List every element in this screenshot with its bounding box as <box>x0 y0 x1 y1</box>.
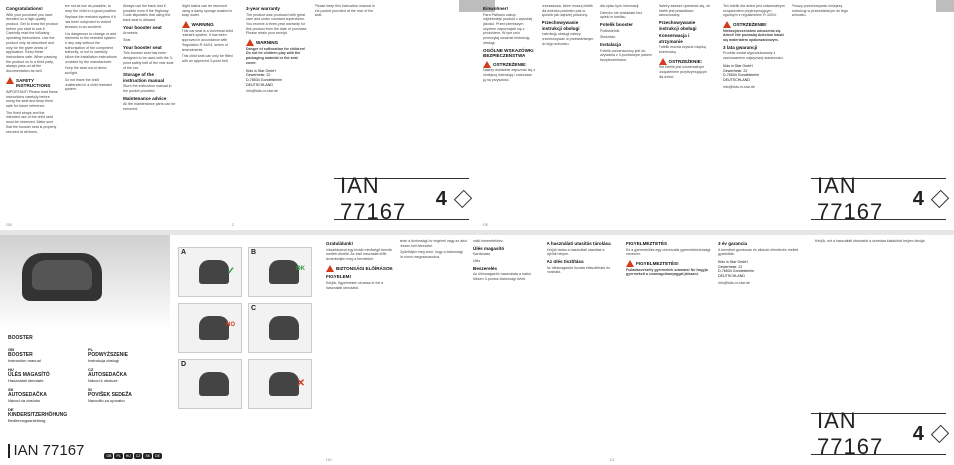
warning-icon <box>326 265 334 272</box>
page-hu-2 <box>620 235 954 465</box>
seat-drawing <box>269 260 299 284</box>
paragraph: Kérjük tartsa a használati utasítást a kijelölt helyen. <box>546 247 605 257</box>
heading: Konserwacja i utrzymanie <box>658 33 690 44</box>
paragraph: This car seat is a Universal child restraint system. It has been approved in accordance with Regulation R 44/04, series of amendments. <box>181 28 234 52</box>
text-column <box>815 239 945 244</box>
lang-code: CZ <box>88 367 94 372</box>
lang-title: AUTOSEDAČKA <box>88 372 127 378</box>
cube-icon <box>931 425 950 444</box>
heading: WARNING <box>191 22 214 28</box>
page-number: 2 <box>231 222 234 227</box>
warning-icon <box>182 21 190 28</box>
heading: Your booster seat <box>123 44 162 50</box>
warning-block <box>326 264 394 273</box>
heading: Instalacja <box>600 42 621 48</box>
heading: OGÓLNE WSKAZÓWKI BEZPIECZEŃSTWA <box>483 47 534 59</box>
seat-drawing <box>199 316 229 340</box>
heading: FIGYELEM! <box>326 274 352 280</box>
paragraph: Please keep this instruction manual in the pocket provided at the rear of the seat. <box>314 4 375 18</box>
lang-code: SI <box>88 387 92 392</box>
lang-title: AUTOSEDAČKA <box>8 392 47 398</box>
seat-drawing <box>269 316 299 340</box>
warning-block <box>659 57 712 66</box>
paragraph: This child seat can only be fitted with an approved 3-point belt. <box>181 54 233 63</box>
heading: Ülés magasító <box>473 245 505 251</box>
page-count: 4 <box>435 187 447 210</box>
lang-title: ÜLÉS MAGASÍTÓ <box>8 372 50 378</box>
warning-icon <box>246 39 254 46</box>
paragraph: dla opisu tych informacji. <box>600 4 640 8</box>
heading: Az ülés tisztítása <box>546 259 584 264</box>
lang-code: SK <box>8 387 14 392</box>
figure-grid <box>178 247 312 409</box>
lang-code: GB <box>8 347 14 352</box>
paragraph: Niebezpieczeństwo uduszenia się dzieci! Nie pozwalaj dzieciom bawić się materiałem opakowaniowym. <box>723 28 785 43</box>
paragraph: Dziecko nie zostawiać bez opieki w foteliku. <box>600 10 643 20</box>
text-column <box>600 4 653 212</box>
text-column <box>400 239 468 447</box>
paragraph: Fotelik można czyścić miękką ściereczką. <box>658 45 706 55</box>
text-column <box>718 239 804 447</box>
paragraph: valló ismeretekhez. <box>473 239 504 243</box>
check-icon: ✓ <box>226 266 235 277</box>
paragraph: Produkt został wyprodukowany z zachowaniem najwyższej staranności. <box>723 51 784 61</box>
heading: FIGYELMEZTETÉS <box>626 241 668 246</box>
paragraph: Kérjük, figyelmesen olvassa el ezt a használati útmutatót. <box>326 280 384 290</box>
paragraph: IMPORTANT! Please read these instructions carefully before using the seat and keep them safe for future reference. <box>6 89 58 109</box>
lang-title: POVIŠEK SEDEŽA <box>88 392 132 398</box>
lang-subtitle: Használati útmutató <box>8 378 44 383</box>
heading: OSTRZEŻENIE: <box>668 58 703 64</box>
lang-entry <box>88 367 163 383</box>
seat-drawing <box>199 260 229 284</box>
lang-code: DE <box>8 407 14 412</box>
figure-e <box>248 359 312 409</box>
lang-entry <box>88 387 163 403</box>
paragraph: Armrests <box>123 31 138 36</box>
warning-block <box>6 76 59 90</box>
heading: A használati utasítás tárolása <box>546 241 611 246</box>
language-badges <box>104 453 162 459</box>
paragraph: Győződjön meg arról, hogy a biztonsági öv nincs megcsavarodva. <box>399 250 463 260</box>
lang-subtitle: Návod k obsluze <box>88 378 118 383</box>
text-column <box>473 239 541 447</box>
ian-label <box>811 408 946 459</box>
lang-badge: DE <box>155 454 160 458</box>
paragraph: Instrukcję obsługi należy przechowywać w przewidzianym do tego schowku. <box>541 32 594 46</box>
lang-title: BOOSTER <box>8 352 33 358</box>
heading: Przechowywanie instrukcji obsługi <box>658 20 697 31</box>
cross-icon: ✕ <box>296 378 305 389</box>
text-column <box>547 239 615 447</box>
lang-subtitle: Návod na obsluhu <box>8 398 41 403</box>
paragraph: Do not leave the child unattended in a child restraint system. <box>64 77 112 92</box>
lang-badge: PL <box>116 454 121 458</box>
text-column <box>542 4 595 212</box>
seat-drawing <box>269 372 299 396</box>
warning-icon <box>659 58 667 65</box>
paragraph: Ten fotelik jest uniwersalnym urządzeniem przytrzymującym dla dzieci. <box>658 65 708 79</box>
ian-number: IAN 77167 <box>13 442 85 459</box>
figure-label: C <box>251 305 257 312</box>
cover-page <box>0 235 170 465</box>
paragraph: Ten fotelik dla dzieci jest uniwersalnym urządzeniem przytrzymującym zgodnym z regulaminem R 44/04. <box>723 4 785 18</box>
figure-label: A <box>181 249 187 256</box>
paragraph: Replace the restraint system if it has been subjected to violent stresses in an accident. <box>64 15 116 29</box>
figure-c <box>248 303 312 353</box>
warning-icon <box>723 21 731 28</box>
lang-entry <box>8 407 83 423</box>
ok-label: OK <box>296 266 305 272</box>
lang-subtitle: Instruction manual <box>8 358 41 363</box>
manufacturer-address: Kids in Star GmbH Gewerbestr. 22 D-76534 Gondelsheim DEUTSCHLAND <box>723 63 759 82</box>
manufacturer-address: Kids in Star GmbH Gewerbestr. 22 D-76534 Gondelsheim DEUTSCHLAND <box>246 68 282 87</box>
paragraph: All the maintenance parts can be removed. <box>123 102 176 112</box>
heading: 3-year warranty <box>246 6 280 11</box>
paragraph: It is dangerous to change or add elements to the restraint system in any way without the authorisation of the competent authority, or not to carefully follow the installation instructions provided by the manufacturer. <box>64 31 117 64</box>
text-column <box>659 4 712 212</box>
heading: FIGYELMEZTETÉS! <box>636 261 679 266</box>
email: info@kids-in-star.de <box>723 84 755 89</box>
page-count: 4 <box>912 187 924 210</box>
heading: Congratulations! <box>6 6 43 11</box>
cover-title-block <box>8 335 33 341</box>
heading: SAFETY INSTRUCTIONS <box>16 77 51 89</box>
heading: Fotelik booster <box>600 22 633 28</box>
top-spread <box>0 0 954 230</box>
text-column <box>65 4 118 212</box>
cube-icon <box>454 190 473 209</box>
figure-label: B <box>251 249 257 256</box>
ian-number: IAN 77167 <box>817 408 884 459</box>
paragraph: Podłokietnik <box>600 28 620 33</box>
paragraph: Ülés <box>473 259 481 263</box>
heading: WARNING <box>256 40 279 46</box>
warning-icon <box>626 260 634 267</box>
booster-seat-cushion <box>32 260 92 290</box>
paragraph: Proszę przechowywać niniejszą instrukcję w przewidzianym do tego schowku. <box>791 4 849 18</box>
paragraph: amin a biztonsági öv végénél vagy az alsó részen kell átvezetni. <box>399 239 467 248</box>
ian-bar <box>8 444 10 458</box>
lang-title: KINDERSITZERHÖHUNG <box>8 412 68 418</box>
no-label: NO <box>226 322 235 328</box>
corner-tab <box>936 0 954 12</box>
lang-subtitle: Bedienungsanleitung <box>8 418 46 423</box>
paragraph: Seat <box>123 38 131 43</box>
paragraph: Night stains can be removed using a damp sponge soaked in soap water. <box>181 4 233 18</box>
paragraph: The fixed straps and the intended use of the child seat must be observed. Make sure that the booster seat is properly secured at all times. <box>6 110 57 134</box>
figure-d <box>178 359 242 409</box>
paragraph: Az ülésmagasító huzata eltávolítható és mosható. <box>546 265 611 275</box>
warning-icon <box>6 77 14 84</box>
lang-entry <box>8 347 83 363</box>
page-count: 4 <box>912 422 924 445</box>
paragraph: are not as low as possible, to keep the child in a good position. <box>64 4 117 13</box>
cube-icon <box>931 190 950 209</box>
paragraph: Vásárlásával egy kiváló minőségű termék mellett döntött. Az első használat előtt ismerkedjen meg a termékkel. <box>326 247 393 261</box>
figure-label: D <box>181 361 187 368</box>
lang-entry <box>88 347 163 363</box>
lang-badge: SK <box>145 454 151 458</box>
paragraph: Kérjük, ezt a használati útmutatót a számára kialakított helyen tárolja. <box>815 239 926 243</box>
heading: Beszerelés <box>473 265 498 271</box>
paragraph: Fotelik przeznaczony jest do używania z 3-punktowym pasem bezpieczeństwa. <box>600 48 652 63</box>
paragraph: Keep the seat out of direct sunlight. <box>64 66 107 76</box>
page-number: HU <box>326 457 332 462</box>
ian-number: IAN 77167 <box>817 173 884 224</box>
paragraph: Az ülésmagasító használata a hátsó ülésen 3-pontos biztonsági övvel. <box>473 272 531 281</box>
heading: OSTRZEŻENIE! <box>733 22 767 28</box>
lang-code: HU <box>8 367 14 372</box>
page-pl-2 <box>717 0 954 230</box>
figure-no <box>178 303 242 353</box>
paragraph: Kartámasz <box>473 252 491 257</box>
email: info@kids-in-star.de <box>718 280 750 285</box>
paragraph: Store the instruction manual in the pocket provided. <box>123 84 172 94</box>
bottom-spread <box>0 235 954 465</box>
figures-page <box>170 235 320 465</box>
paragraph: Należy dokładnie zapoznać się z niniejszą instrukcją i zachować ją na przyszłość. <box>483 68 536 82</box>
lang-subtitle: Navodilo za uporabo <box>88 398 125 403</box>
page-pl-1 <box>477 0 717 230</box>
product-title: BOOSTER <box>8 335 33 341</box>
heading: Gratulálunk! <box>326 241 354 246</box>
warning-block <box>626 259 712 268</box>
page-number: 13 <box>609 457 614 462</box>
ian-label <box>334 173 469 224</box>
paragraph: Należy zawsze upewniać się, że fotelik jest prawidłowo zamocowany. <box>658 4 711 18</box>
seat-drawing <box>199 372 229 396</box>
warning-block <box>483 60 536 69</box>
paragraph: Para Pathano zakup najhebniejsi produkt z wysokiej jakości. Przed pierwszym użyciem zapoznajcie się z produktem. W tym celu przeczytaj uważnie instrukcję obsługi. <box>483 12 533 45</box>
figure-a <box>178 247 242 297</box>
warning-block <box>246 38 309 47</box>
email: info@kids-in-star.de <box>246 89 278 94</box>
paragraph: przesadowa, które muszą fotelik dla dziecka powinien pas w sposób jak najniżej położony. <box>541 4 593 18</box>
ian-label <box>811 173 946 224</box>
warning-block <box>723 20 786 29</box>
paragraph: This booster seat has been designed to be used with the 3-point safety belt of the rear seat of the car. <box>123 51 174 70</box>
heading: 3 lata gwarancji <box>723 44 758 50</box>
text-column <box>246 4 309 212</box>
lang-title: PODWYŻSZENIE <box>88 352 129 358</box>
heading: Przechowywanie instrukcji obsługi <box>541 20 580 31</box>
heading: OSTRZEŻENIE: <box>493 61 527 67</box>
paragraph: A terméket gondosan és állandó ellenőrzés mellett gyártották. <box>718 247 799 257</box>
lang-badge: GB <box>106 454 112 458</box>
paragraph: With your purchase you have decided on a high-quality product. Get to know the product before you start to use it. Carefully read the following operating instructions. Use the product only as described and only for the given areas of application. Keep these instructions safe. When passing the product on to a third party, always pass on all the documentation as well. <box>6 12 59 74</box>
text-column <box>123 4 176 212</box>
paragraph: Fulladásveszély gyermekek számára! Ne hagyja gyermekeit a csomagolóanyaggal játszani. <box>626 267 708 277</box>
lang-code: PL <box>88 347 94 352</box>
paragraph: The product was produced with great care and under constant supervision. You receive a three-year warranty for this product from the date of purchase. Please retain your receipt. <box>246 12 308 36</box>
heading: Maintenance advice <box>123 95 167 101</box>
heading: BIZTONSÁGI ELŐÍRÁSOK <box>336 265 393 271</box>
lang-badge: CZ <box>135 454 141 458</box>
corner-tab <box>459 0 477 12</box>
ian-label <box>8 442 84 459</box>
warning-block <box>182 20 235 29</box>
text-column <box>483 4 536 212</box>
warning-icon <box>483 61 491 68</box>
paragraph: Danger of suffocation for children! Do not let children play with the packaging material or the seat cover. <box>246 46 306 65</box>
manufacturer-address: Kids in Star GmbH Gewerbestr. 22 D-76534 Gondelsheim DEUTSCHLAND <box>718 260 754 279</box>
text-column <box>326 239 394 447</box>
paragraph: Always use the back rest if possible even if the Highway Code stipulates that using the back seat is allowed. <box>123 4 171 23</box>
heading: Storage of the instruction manual <box>123 72 165 83</box>
heading: 3 év garancia <box>718 241 748 246</box>
heading: Einwohner! <box>483 6 509 11</box>
text-column <box>6 4 59 212</box>
paragraph: Siedzisko <box>600 35 616 40</box>
text-column <box>182 4 235 212</box>
lang-badge: HU <box>125 454 131 458</box>
lang-entry <box>8 367 83 383</box>
text-column <box>626 239 712 447</box>
page-gb-2 <box>240 0 477 230</box>
page-gb-1 <box>0 0 240 230</box>
page-hu-1 <box>320 235 620 465</box>
heading: Your booster seat <box>123 24 162 30</box>
paragraph: Ez a gyermekülés egy univerzális gyermekbiztonsági rendszer. <box>626 247 711 257</box>
lang-subtitle: Instrukcja obsługi <box>88 358 119 363</box>
lang-entry <box>8 387 83 403</box>
ian-number: IAN 77167 <box>340 173 407 224</box>
text-column <box>723 4 786 212</box>
page-number: GB <box>6 222 12 227</box>
figure-b <box>248 247 312 297</box>
page-number: DE <box>483 222 489 227</box>
